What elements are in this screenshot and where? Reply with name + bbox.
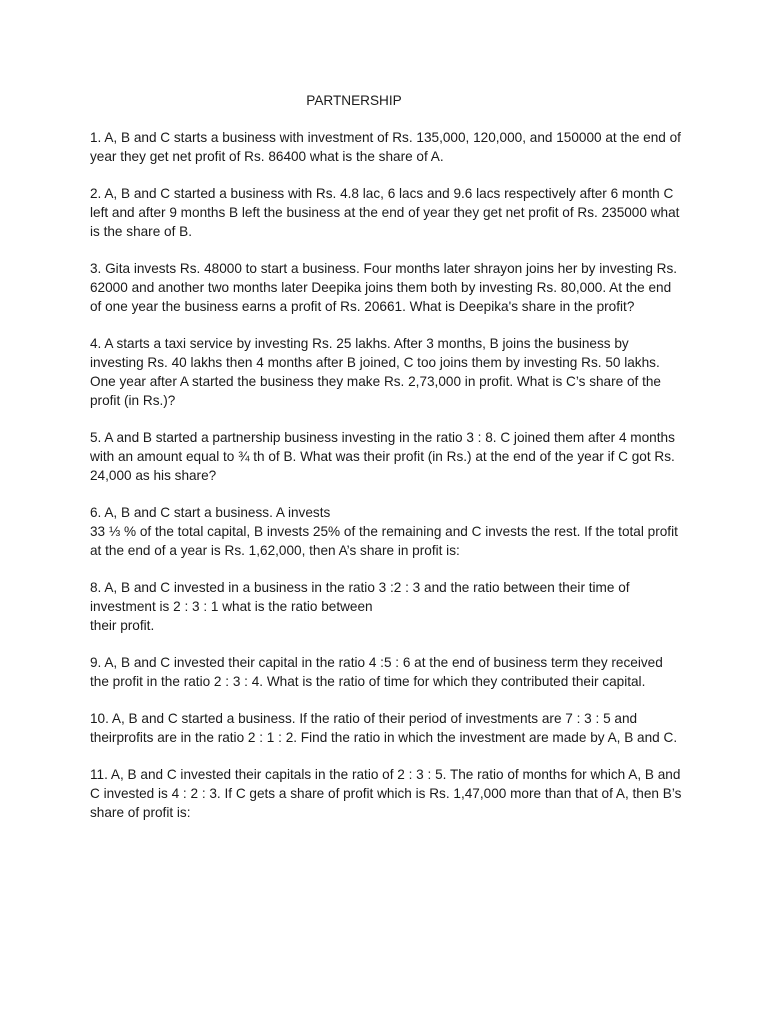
question-list bbox=[90, 129, 682, 841]
question-11: 11. A, B and C invested their capitals in the ratio of 2 : 3 : 5. The ratio of months for which A, B and C invested is 4 : 2 : 3. If C gets a share of profit which is Rs. 1,47,000 more than that of A, then B’s share of profit is: bbox=[90, 767, 682, 820]
question-9: 9. A, B and C invested their capital in the ratio 4 :5 : 6 at the end of business term they received the profit in the ratio 2 : 3 : 4. What is the ratio of time for which they contributed their capital. bbox=[90, 654, 663, 689]
question-3: 3. Gita invests Rs. 48000 to start a business. Four months later shrayon joins her by investing Rs. 62000 and another two months later Deepika joins them both by investing Rs. 80,000. At the end of one year the business earns a profit of Rs. 20661. What is Deepika's share in the profit? bbox=[90, 261, 678, 314]
question-8: 8. A, B and C invested in a business in the ratio 3 :2 : 3 and the ratio between their time of investment is 2 : 3 : 1 what is the ratio between their profit. bbox=[90, 579, 630, 633]
question-6: 6. A, B and C start a business. A invests 33 ⅓ % of the total capital, B invests 25% of the remaining and C invests the rest. If the total profit at the end of a year is Rs. 1,62,000, then A’s share in profit is: bbox=[90, 504, 678, 558]
question-2: 2. A, B and C started a business with Rs. 4.8 lac, 6 lacs and 9.6 lacs respectively after 6 month C left and after 9 months B left the business at the end of year they get net profit of Rs. 235000 what is the share of B. bbox=[90, 186, 680, 239]
question-5: 5. A and B started a partnership business investing in the ratio 3 : 8. C joined them after 4 months with an amount equal to ¾ th of B. What was their profit (in Rs.) at the end of the year if C got Rs. 24,000 as his share? bbox=[90, 429, 675, 483]
question-4: 4. A starts a taxi service by investing Rs. 25 lakhs. After 3 months, B joins the business by investing Rs. 40 lakhs then 4 months after B joined, C too joins them by investing Rs. 50 lakhs. One year after A started the business they make Rs. 2,73,000 in profit. What is C’s share of the profit (in Rs.)? bbox=[90, 336, 661, 408]
question-1: 1. A, B and C starts a business with investment of Rs. 135,000, 120,000, and 150000 at the end of year they get net profit of Rs. 86400 what is the share of A. bbox=[90, 130, 681, 164]
document-title: PARTNERSHIP bbox=[306, 93, 402, 108]
question-10: 10. A, B and C started a business. If the ratio of their period of investments are 7 : 3 : 5 and theirprofits are in the ratio 2 : 1 : 2. Find the ratio in which the investment are made by A, B and C. bbox=[90, 711, 678, 745]
